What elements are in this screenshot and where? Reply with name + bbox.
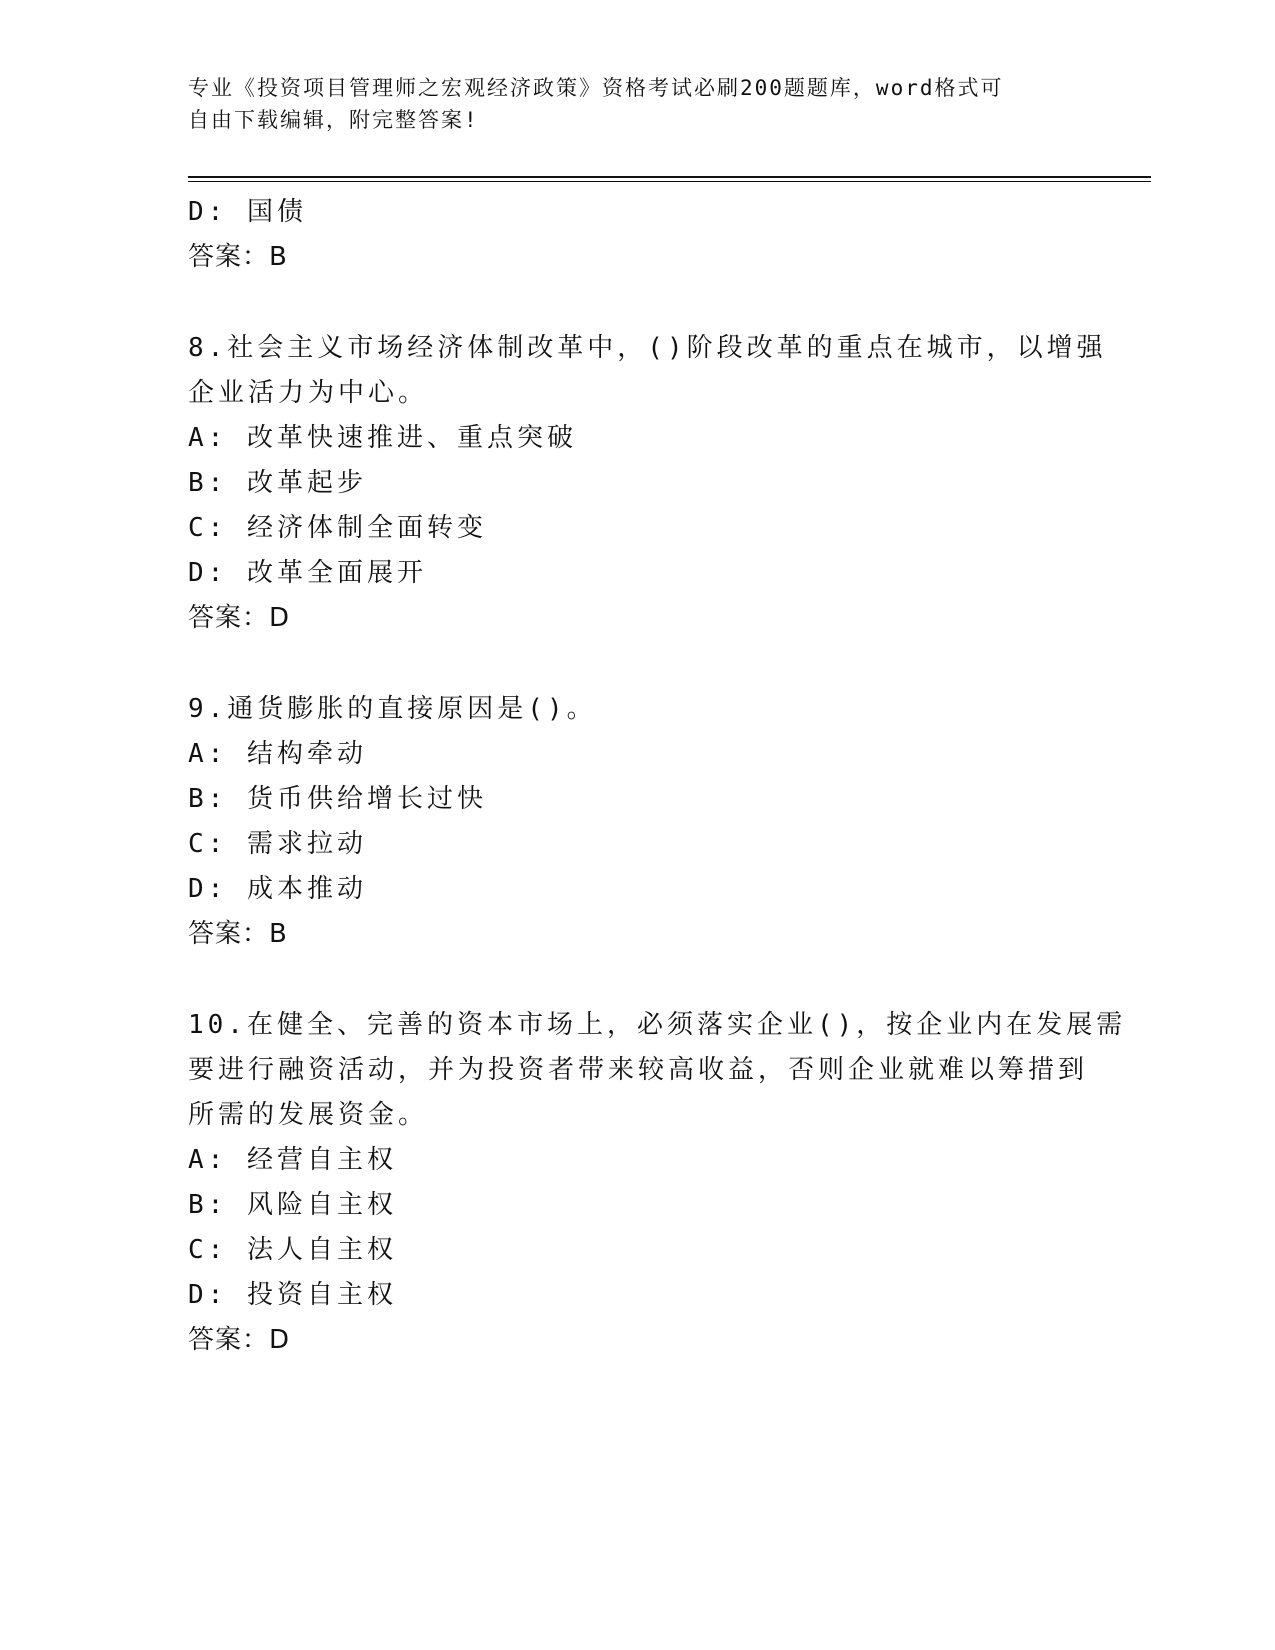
question-9-option-b: B: 货币供给增长过快 [188,784,487,814]
question-9-option-c: C: 需求拉动 [188,829,367,859]
spacer [188,641,1088,687]
question-10 [188,1003,1127,1363]
spacer [188,957,1088,1003]
header-line-1: 专业《投资项目管理师之宏观经济政策》资格考试必刷200题题库，word格式可 [188,76,1004,100]
question-10-text-2: 要进行融资活动，并为投资者带来较高收益，否则企业就难以筹措到 [188,1055,1089,1085]
question-8-option-b: B: 改革起步 [188,468,367,498]
question-8-option-c: C: 经济体制全面转变 [188,513,487,543]
question-8-text-1: 8.社会主义市场经济体制改革中，()阶段改革的重点在城市，以增强 [188,333,1107,363]
question-10-option-d: D: 投资自主权 [188,1280,397,1310]
question-8-text-2: 企业活力为中心。 [188,378,429,408]
question-9 [188,687,1088,957]
question-9-option-a: A: 结构牵动 [188,739,367,769]
question-8 [188,326,1107,641]
header-rule-thick [188,176,1151,178]
question-9-answer: 答案：B [188,919,288,949]
document-body [188,190,1127,1363]
document-header [188,72,1088,136]
question-9-option-d: D: 成本推动 [188,874,367,904]
question-10-option-c: C: 法人自主权 [188,1235,397,1265]
question-8-answer: 答案：D [188,603,291,633]
question-9-text-1: 9.通货膨胀的直接原因是()。 [188,694,597,724]
spacer [188,280,1088,326]
question-8-option-a: A: 改革快速推进、重点突破 [188,423,577,453]
question-10-option-a: A: 经营自主权 [188,1145,397,1175]
prev-answer: 答案：B [188,242,288,272]
question-10-option-b: B: 风险自主权 [188,1190,397,1220]
question-10-answer: 答案：D [188,1325,291,1355]
header-line-2: 自由下载编辑，附完整答案! [188,108,479,132]
question-10-text-3: 所需的发展资金。 [188,1100,429,1130]
prev-option-d: D: 国债 [188,197,307,227]
header-rule-thin [188,181,1151,182]
question-8-option-d: D: 改革全面展开 [188,558,427,588]
question-10-text-1: 10.在健全、完善的资本市场上，必须落实企业()，按企业内在发展需 [188,1010,1127,1040]
